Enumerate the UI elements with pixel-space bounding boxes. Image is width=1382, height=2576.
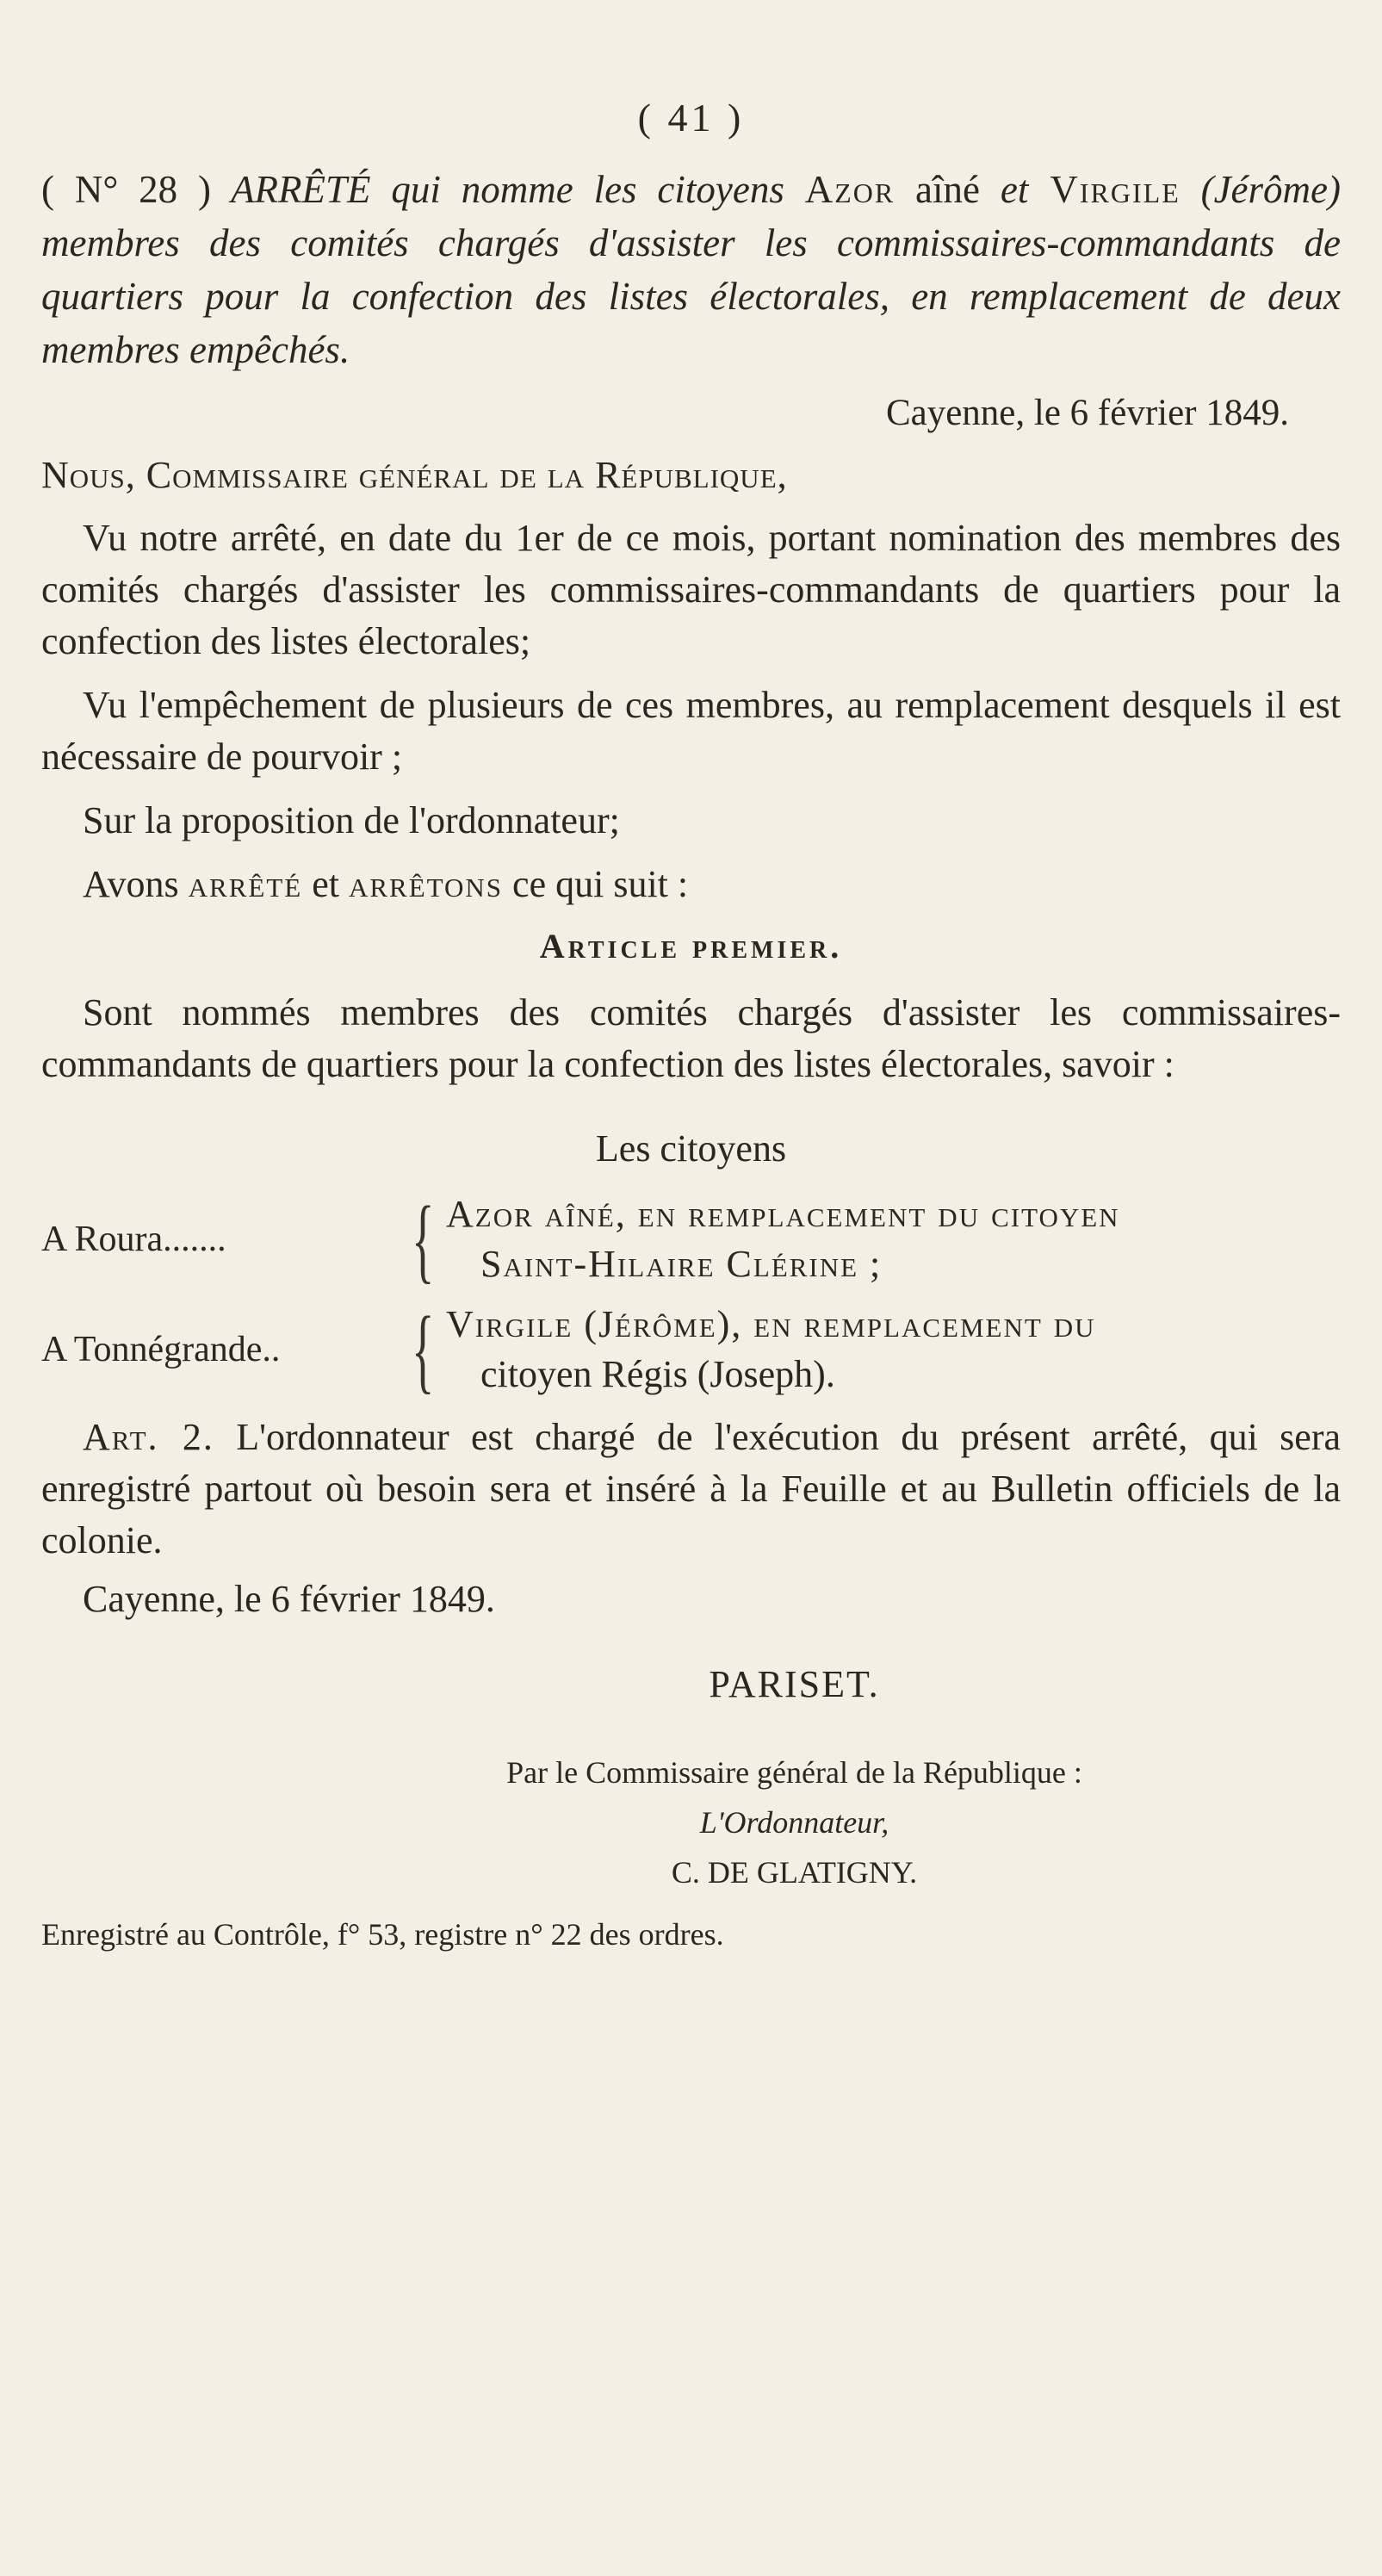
- article-title: Article premier.: [539, 927, 843, 965]
- decree-heading: [41, 163, 1341, 376]
- date-line: Cayenne, le 6 février 1849.: [885, 393, 1289, 433]
- appointment-line2: citoyen Régis (Joseph).: [480, 1353, 835, 1395]
- paragraph-vu-arrete: Vu notre arrêté, en date du 1er de ce mois, portant nomination des membres des comités chargés d'assister les commissaires-commandants de quartiers pour la confection des listes électorales;: [41, 517, 1341, 662]
- nous-line: Nous, Commissaire général de la République,: [41, 454, 788, 496]
- heading-part2: aîné: [895, 168, 1001, 211]
- heading-name-azor: Azor: [804, 168, 896, 211]
- heading-name-virgile: Virgile: [1028, 168, 1181, 211]
- appointment-line1: Azor aîné, en remplacement du citoyen: [446, 1193, 1120, 1235]
- place-label: A Roura.......: [41, 1220, 226, 1259]
- appointment-text: [446, 1189, 1341, 1289]
- avons-suffix: ce qui suit :: [503, 863, 689, 905]
- avons-arretons: arrêtons: [348, 863, 504, 905]
- registration-note: Enregistré au Contrôle, f° 53, registre n° 22 des ordres.: [41, 1917, 724, 1952]
- countersign-block: [248, 1747, 1341, 1897]
- art2-text: L'ordonnateur est chargé de l'exécution du présent arrêté, qui sera enregistré partout où besoin sera et inséré à la Feuille et au Bulletin officiels de la colonie.: [41, 1416, 1341, 1561]
- brace-icon: {: [412, 1187, 435, 1292]
- appointment-text: [446, 1300, 1341, 1400]
- article-body: Sont nommés membres des comités chargés d'assister les commissaires-commandants de quartiers pour la confection des listes électorales, savoir :: [41, 991, 1341, 1085]
- art2-label: Art. 2.: [83, 1416, 214, 1458]
- citoyens-heading: Les citoyens: [595, 1127, 787, 1170]
- closing-date: Cayenne, le 6 février 1849.: [83, 1578, 495, 1620]
- signature-pariset: PARISET.: [709, 1663, 880, 1705]
- appointment-roura: [41, 1187, 1341, 1292]
- appointment-line1: Virgile (Jérôme), en remplacement du: [446, 1303, 1096, 1345]
- countersign-title: L'Ordonnateur,: [699, 1805, 889, 1840]
- article-2: [41, 1412, 1341, 1567]
- paragraph-vu-empechement: Vu l'empêchement de plusieurs de ces membres, au remplacement desquels il est nécessaire de pourvoir ;: [41, 684, 1341, 778]
- appointment-line2: Saint-Hilaire Clérine ;: [480, 1243, 883, 1285]
- countersign-name: C. DE GLATIGNY.: [671, 1855, 918, 1890]
- paragraph-avons: [41, 859, 1341, 910]
- appointment-tonnegrande: [41, 1297, 1341, 1402]
- heading-part1: ARRÊTÉ qui nomme les citoyens: [211, 168, 805, 211]
- avons-prefix: Avons: [83, 863, 189, 905]
- avons-arrete: arrêté: [188, 863, 303, 905]
- brace-icon: {: [412, 1297, 435, 1402]
- place-label: A Tonnégrande..: [41, 1330, 281, 1369]
- heading-part3: (Jérôme) membres des comités chargés d'assister les commissaires-commandants de quartiers pour la confection des listes électorales, en remplacement de deux membres empêchés.: [41, 168, 1342, 371]
- countersign-line1: Par le Commissaire général de la République :: [506, 1755, 1082, 1790]
- paragraph-sur-proposition: Sur la proposition de l'ordonnateur;: [83, 799, 620, 841]
- decree-number: ( N° 28 ): [41, 168, 212, 211]
- page-number: ( 41 ): [637, 96, 745, 140]
- avons-mid: et: [302, 863, 349, 905]
- heading-et: et: [1000, 168, 1029, 211]
